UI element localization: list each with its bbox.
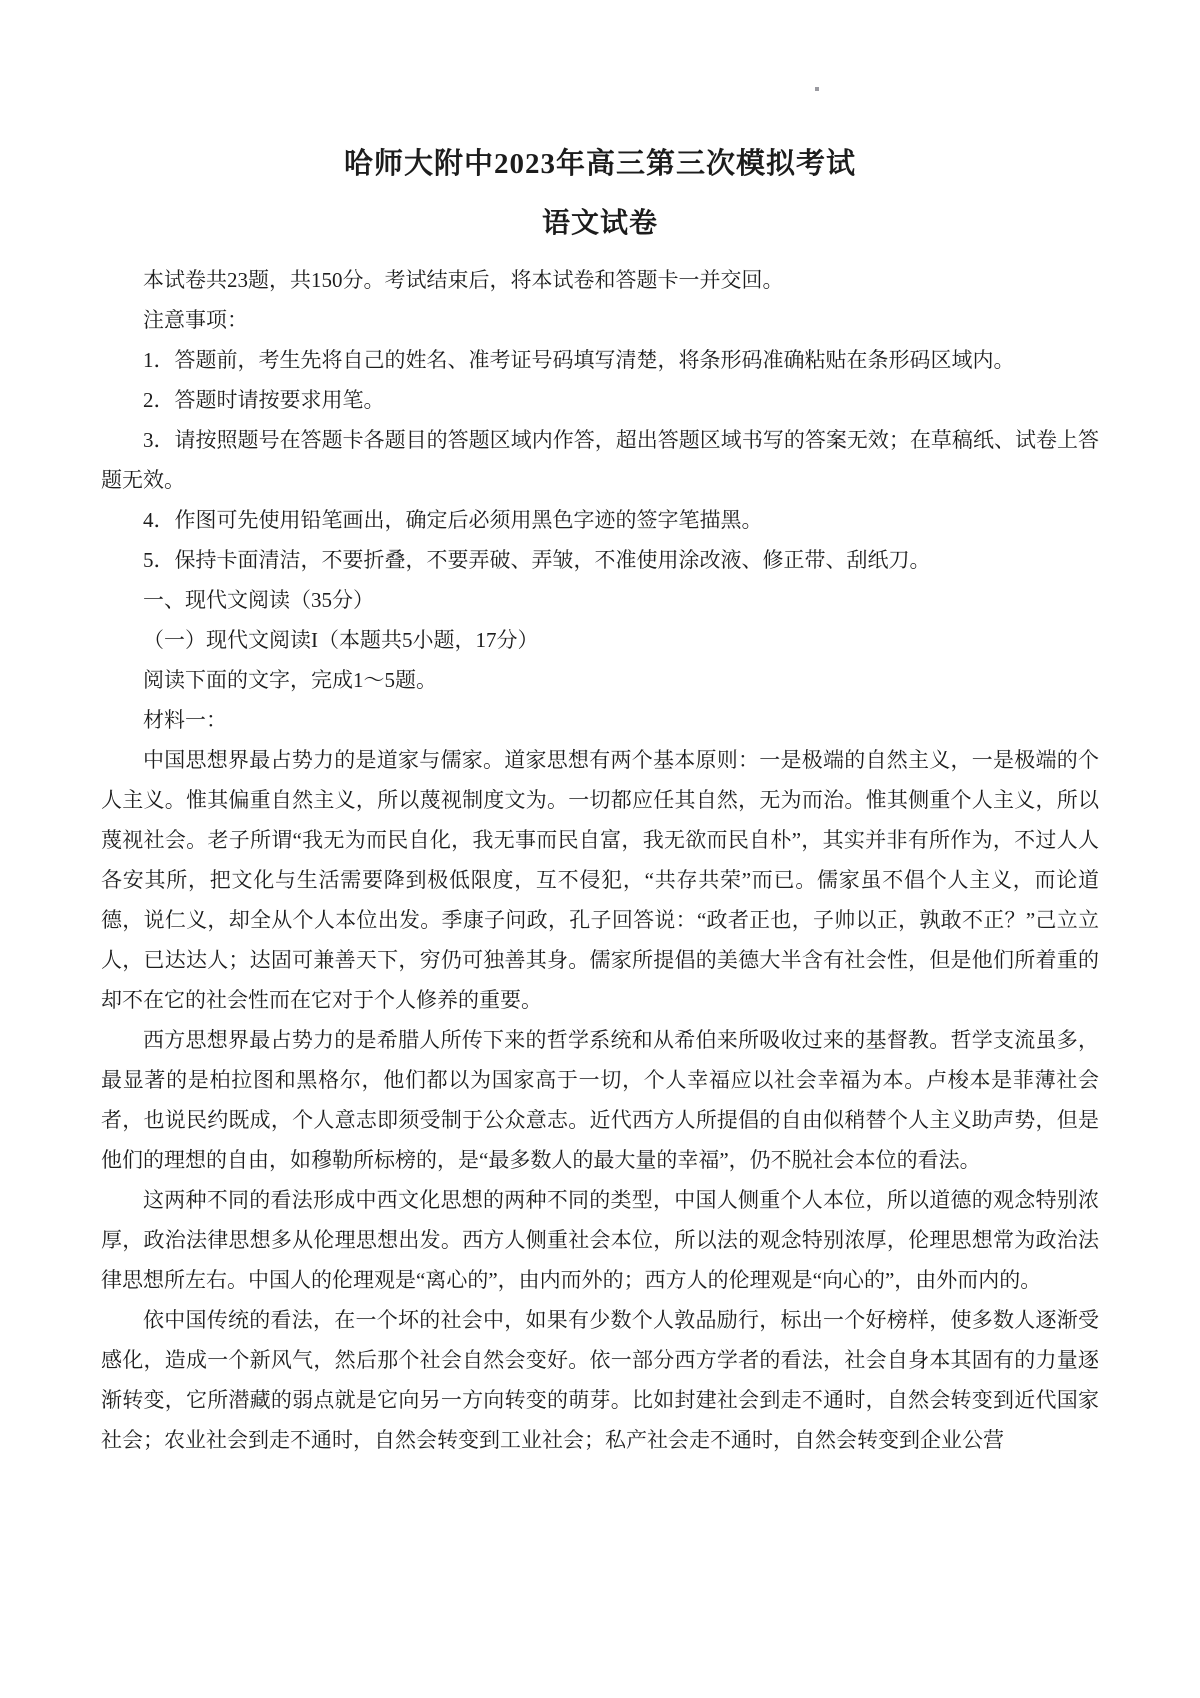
notice-item-3: 3．请按照题号在答题卡各题目的答题区域内作答，超出答题区域书写的答案无效；在草稿纸、试卷上答题无效。: [101, 428, 1099, 492]
material-paragraph-4: 依中国传统的看法，在一个坏的社会中，如果有少数个人敦品励行，标出一个好榜样，使多数人逐渐受感化，造成一个新风气，然后那个社会自然会变好。依一部分西方学者的看法，社会自身本其固有的力量逐渐转变，它所潜藏的弱点就是它向另一方向转变的萌芽。比如封建社会到走不通时，自然会转变到近代国家社会；农业社会到走不通时，自然会转变到工业社会；私产社会走不通时，自然会转变到企业公营: [101, 1308, 1099, 1452]
section-heading-modern-reading: 一、现代文阅读（35分）: [143, 588, 374, 612]
notice-item-4: 4．作图可先使用铅笔画出，确定后必须用黑色字迹的签字笔描黑。: [143, 508, 763, 532]
notice-item-1: 1．答题前，考生先将自己的姓名、准考证号码填写清楚，将条形码准确粘贴在条形码区域内。: [143, 348, 1015, 372]
material-paragraph-2: 西方思想界最占势力的是希腊人所传下来的哲学系统和从希伯来所吸收过来的基督教。哲学支流虽多，最显著的是柏拉图和黑格尔，他们都以为国家高于一切，个人幸福应以社会幸福为本。卢梭本是菲薄社会者，也说民约既成，个人意志即须受制于公众意志。近代西方人所提倡的自由似稍替个人主义助声势，但是他们的理想的自由，如穆勒所标榜的，是“最多数人的最大量的幸福”，仍不脱社会本位的看法。: [101, 1028, 1099, 1172]
subsection-heading-reading-1: （一）现代文阅读I（本题共5小题，17分）: [143, 628, 539, 652]
exam-info-line: 本试卷共23题，共150分。考试结束后，将本试卷和答题卡一并交回。: [143, 268, 784, 292]
scan-artifact-dot: [815, 87, 819, 91]
material-one-label: 材料一：: [143, 708, 227, 732]
exam-body: [101, 260, 1099, 1460]
notice-item-5: 5．保持卡面清洁，不要折叠，不要弄破、弄皱，不准使用涂改液、修正带、刮纸刀。: [143, 548, 931, 572]
notice-heading: 注意事项：: [143, 308, 248, 332]
material-paragraph-3: 这两种不同的看法形成中西文化思想的两种不同的类型，中国人侧重个人本位，所以道德的观念特别浓厚，政治法律思想多从伦理思想出发。西方人侧重社会本位，所以法的观念特别浓厚，伦理思想常为政治法律思想所左右。中国人的伦理观是“离心的”，由内而外的；西方人的伦理观是“向心的”，由外而内的。: [101, 1188, 1099, 1292]
reading-instruction: 阅读下面的文字，完成1～5题。: [143, 668, 437, 692]
material-paragraph-1: 中国思想界最占势力的是道家与儒家。道家思想有两个基本原则：一是极端的自然主义，一是极端的个人主义。惟其偏重自然主义，所以蔑视制度文为。一切都应任其自然，无为而治。惟其侧重个人主义，所以蔑视社会。老子所谓“我无为而民自化，我无事而民自富，我无欲而民自朴”，其实并非有所作为，不过人人各安其所，把文化与生活需要降到极低限度，互不侵犯，“共存共荣”而已。儒家虽不倡个人主义，而论道德，说仁义，却全从个人本位出发。季康子问政，孔子回答说：“政者正也，子帅以正，孰敢不正？”己立立人，已达达人；达固可兼善天下，穷仍可独善其身。儒家所提倡的美德大半含有社会性，但是他们所着重的却不在它的社会性而在它对于个人修养的重要。: [101, 748, 1099, 1012]
notice-item-2: 2．答题时请按要求用笔。: [143, 388, 385, 412]
exam-title: 哈师大附中2023年高三第三次模拟考试: [343, 148, 856, 180]
exam-subtitle: 语文试卷: [541, 208, 658, 239]
